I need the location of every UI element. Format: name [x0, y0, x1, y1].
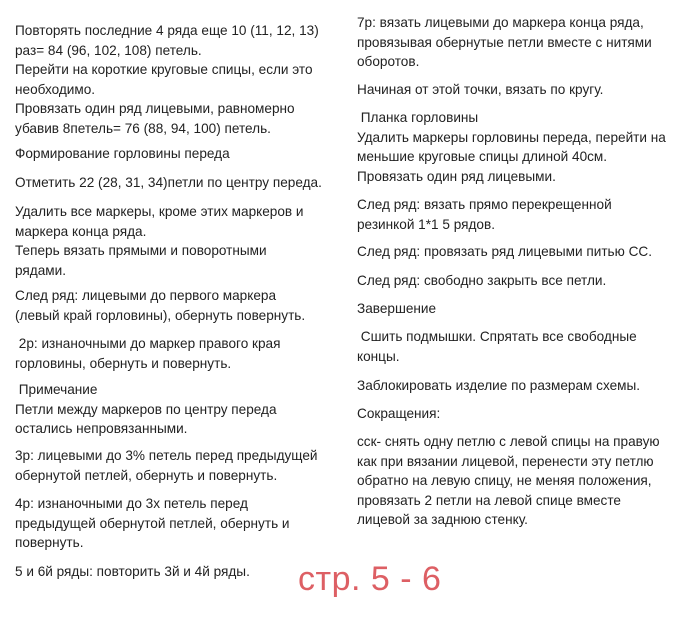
paragraph-knit-cc: След ряд: провязать ряд лицевыми питью СС. — [357, 244, 653, 259]
paragraph-row-7: 7р: вязать лицевыми до маркера конца ряда, провязывая обернутые петли вместе с нитями оборотов. — [357, 15, 652, 69]
paragraph-remove-markers: Удалить все маркеры, кроме этих маркеров и маркера конца ряда. Теперь вязать прямыми и поворотными рядами. — [15, 204, 304, 278]
paragraph-rows-5-6: 5 и 6й ряды: повторить 3й и 4й ряды. — [15, 564, 250, 579]
page-number-label: стр. 5 - 6 — [298, 560, 442, 598]
heading-finishing: Завершение — [357, 301, 437, 316]
paragraph-bind-off: След ряд: свободно закрыть все петли. — [357, 273, 607, 288]
paragraph-row-2: 2р: изнаночными до маркер правого края горловины, обернуть и повернуть. — [15, 336, 281, 371]
paragraph-knit-in-round: Начиная от этой точки, вязать по кругу. — [357, 82, 604, 97]
paragraph-note: Примечание Петли между маркеров по центру переда остались непровязанными. — [15, 382, 277, 436]
paragraph-ssk-definition: сск- снять одну петлю с левой спицы на правую как при вязании лицевой, перенести эту петлю обратно на левую спицу, не меняя положения, провязать 2 петли на левой спице вместе лицевой за заднюю стенку. — [357, 434, 660, 527]
paragraph-twisted-rib: След ряд: вязать прямо перекрещенной резинкой 1*1 5 рядов. — [357, 197, 612, 232]
paragraph-row-3: 3р: лицевыми до 3% петель перед предыдущей обернутой петлей, обернуть и повернуть. — [15, 448, 318, 483]
paragraph-repeat-rows: Повторять последние 4 ряда еще 10 (11, 12, 13) раз= 84 (96, 102, 108) петель. Перейти на короткие круговые спицы, если это необходимо. Провязать один ряд лицевыми, равномерно убавив 8петель= 76 (88, 94, 100) петель. — [15, 23, 319, 136]
paragraph-mark-center: Отметить 22 (28, 31, 34)петли по центру переда. — [15, 175, 322, 190]
heading-front-neckline: Формирование горловины переда — [15, 146, 230, 161]
paragraph-sew-underarms: Сшить подмышки. Спрятать все свободные концы. — [357, 329, 637, 364]
paragraph-next-row-knit: След ряд: лицевыми до первого маркера (левый край горловины), обернуть повернуть. — [15, 288, 306, 323]
heading-abbreviations: Сокращения: — [357, 406, 441, 421]
paragraph-row-4: 4р: изнаночными до 3х петель перед предыдущей обернутой петлей, обернуть и повернуть. — [15, 496, 290, 550]
paragraph-neck-band: Планка горловины Удалить маркеры горловины переда, перейти на меньшие круговые спицы длиной 40см. Провязать один ряд лицевыми. — [357, 110, 666, 184]
paragraph-block: Заблокировать изделие по размерам схемы. — [357, 378, 641, 393]
